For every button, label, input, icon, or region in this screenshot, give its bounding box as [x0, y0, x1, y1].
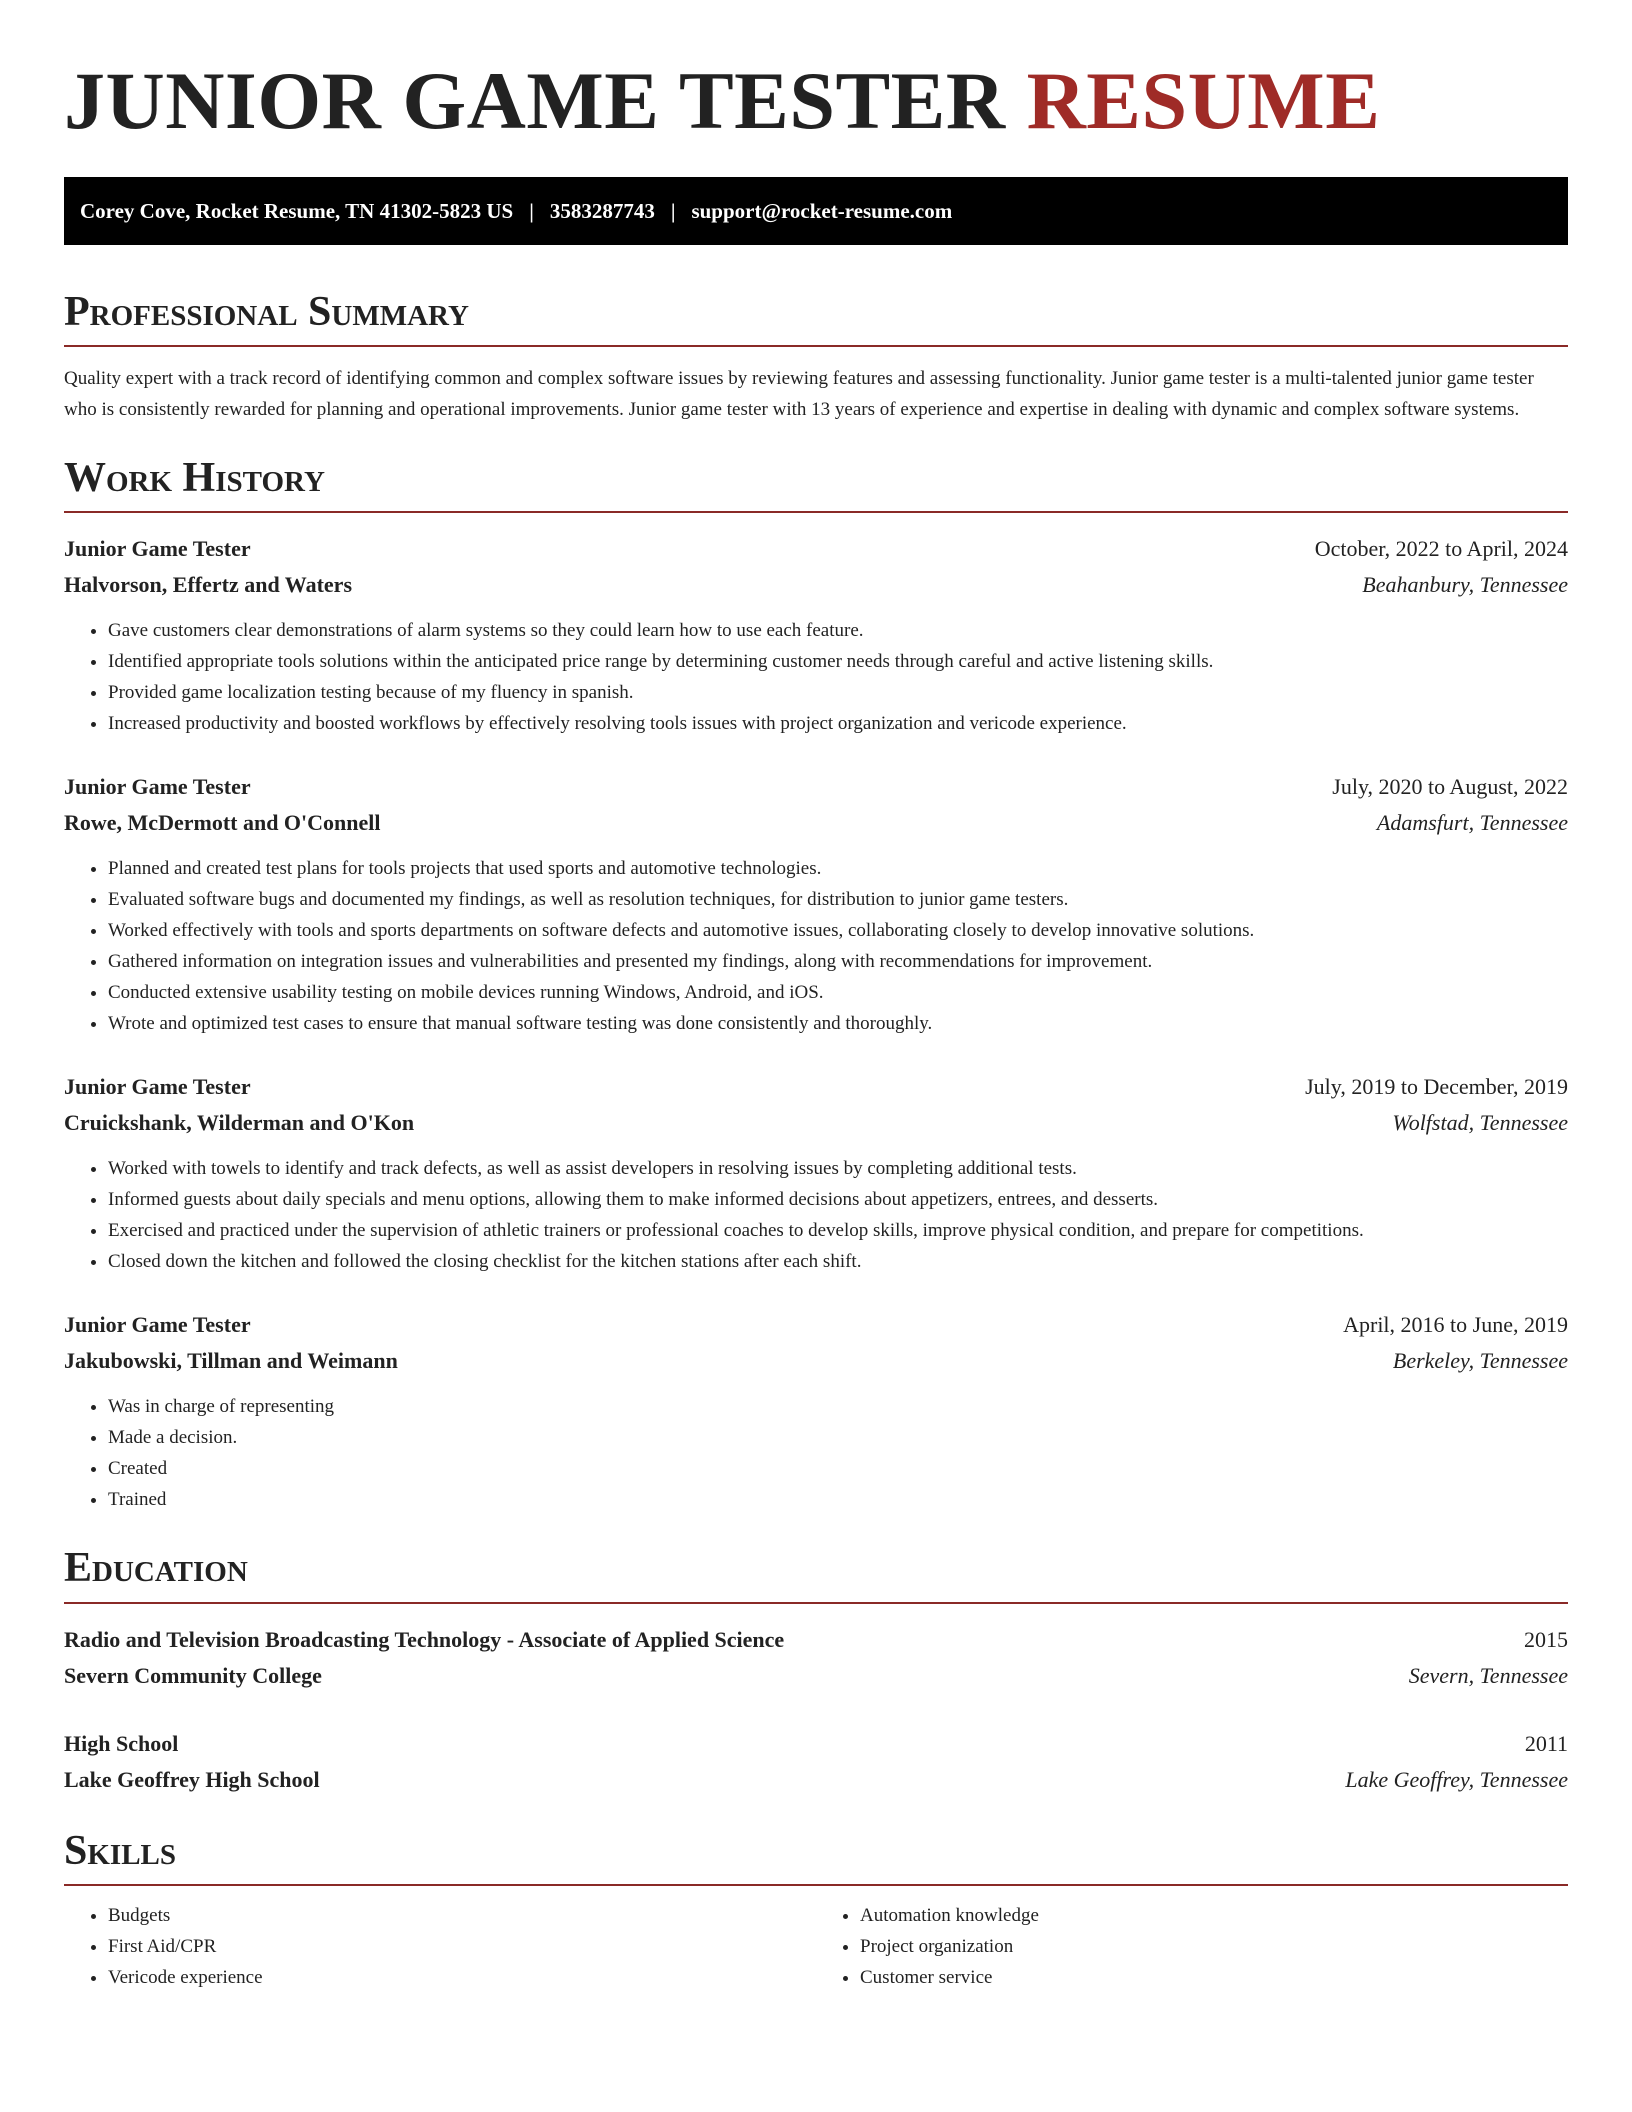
job-bullet: • Gave customers clear demonstrations of alarm systems so they could learn how to use each feature. — [108, 615, 1568, 646]
education-degree: High School — [64, 1730, 179, 1756]
title-main: JUNIOR GAME TESTER — [64, 55, 1006, 146]
contact-bar — [64, 177, 1568, 245]
job-company-row — [64, 1105, 1568, 1141]
education-entry — [64, 1726, 1568, 1798]
summary-heading: Professional Summary — [64, 289, 1568, 347]
job-bullet: • Increased productivity and boosted workflows by effectively resolving tools issues with project organization and vericode experience. — [108, 708, 1568, 739]
education-heading: Education — [64, 1545, 1568, 1603]
skills-heading: Skills — [64, 1828, 1568, 1886]
job-bullet: • Identified appropriate tools solutions within the anticipated price range by determining customer needs through careful and active listening skills. — [108, 646, 1568, 677]
job-bullet: • Made a decision. — [108, 1422, 1568, 1453]
job-bullet: • Conducted extensive usability testing on mobile devices running Windows, Android, and iOS. — [108, 977, 1568, 1008]
job-bullets — [64, 853, 1568, 1039]
job-entry — [64, 531, 1568, 739]
job-bullet: • Provided game localization testing because of my fluency in spanish. — [108, 677, 1568, 708]
summary-text: Quality expert with a track record of identifying common and complex software issues by reviewing features and assessing functionality. Junior game tester is a multi-talented junior game tester who is consistently rewarded for planning and operational improvements. Junior game tester with 13 years of experience and expertise in dealing with dynamic and complex software systems. — [64, 368, 1534, 421]
education-year: 2011 — [1524, 1730, 1568, 1756]
contact-email: support@rocket-resume.com — [691, 198, 953, 223]
education-year: 2015 — [1524, 1626, 1568, 1652]
job-header-row — [64, 531, 1568, 567]
job-bullet: • Evaluated software bugs and documented my findings, as well as resolution techniques, for distribution to junior game testers. — [108, 884, 1568, 915]
job-company: Jakubowski, Tillman and Weimann — [64, 1348, 398, 1374]
skill-item: • Budgets — [108, 1900, 816, 1931]
job-location: Berkeley, Tennessee — [1392, 1348, 1568, 1374]
job-entry — [64, 769, 1568, 1039]
job-bullets — [64, 1391, 1568, 1515]
job-header-row — [64, 1069, 1568, 1105]
contact-address: Corey Cove, Rocket Resume, TN 41302-5823 US — [80, 198, 514, 223]
education-entry — [64, 1622, 1568, 1694]
work-history-heading: Work History — [64, 455, 1568, 513]
education-degree-row — [64, 1622, 1568, 1658]
job-bullet: • Informed guests about daily specials and menu options, allowing them to make informed decisions about appetizers, entrees, and desserts. — [108, 1184, 1568, 1215]
contact-phone: 3583287743 — [549, 198, 655, 223]
job-location: Beahanbury, Tennessee — [1362, 572, 1568, 598]
job-bullets — [64, 615, 1568, 739]
education-location: Lake Geoffrey, Tennessee — [1345, 1766, 1568, 1792]
job-company: Cruickshank, Wilderman and O'Kon — [64, 1110, 415, 1136]
job-dates: July, 2019 to December, 2019 — [1305, 1074, 1568, 1100]
job-bullet: • Created — [108, 1453, 1568, 1484]
job-bullet: • Worked effectively with tools and sports departments on software defects and automotive issues, collaborating closely to develop innovative solutions. — [108, 915, 1568, 946]
education-location: Severn, Tennessee — [1408, 1662, 1568, 1688]
job-dates: October, 2022 to April, 2024 — [1314, 536, 1568, 562]
skills-column-left — [64, 1900, 816, 1993]
job-company-row — [64, 567, 1568, 603]
job-location: Wolfstad, Tennessee — [1392, 1110, 1568, 1136]
job-bullet: • Planned and created test plans for tools projects that used sports and automotive technologies. — [108, 853, 1568, 884]
education-school: Severn Community College — [64, 1662, 322, 1688]
title-accent: RESUME — [1026, 55, 1381, 146]
job-entry — [64, 1069, 1568, 1277]
skill-item: • First Aid/CPR — [108, 1931, 816, 1962]
skill-item: • Automation knowledge — [860, 1900, 1568, 1931]
job-dates: April, 2016 to June, 2019 — [1343, 1312, 1568, 1338]
job-company-row — [64, 1343, 1568, 1379]
job-title: Junior Game Tester — [64, 1312, 251, 1338]
job-bullet: • Gathered information on integration issues and vulnerabilities and presented my findings, along with recommendations for improvement. — [108, 946, 1568, 977]
job-header-row — [64, 769, 1568, 805]
skill-item: • Project organization — [860, 1931, 1568, 1962]
job-bullet: • Wrote and optimized test cases to ensure that manual software testing was done consistently and thoroughly. — [108, 1008, 1568, 1039]
job-dates: July, 2020 to August, 2022 — [1332, 774, 1568, 800]
job-title: Junior Game Tester — [64, 774, 251, 800]
job-location: Adamsfurt, Tennessee — [1376, 810, 1568, 836]
education-school-row — [64, 1658, 1568, 1694]
job-company-row — [64, 805, 1568, 841]
skills-column-right — [816, 1900, 1568, 1993]
job-title: Junior Game Tester — [64, 1074, 251, 1100]
job-header-row — [64, 1307, 1568, 1343]
job-company: Rowe, McDermott and O'Connell — [64, 810, 381, 836]
contact-separator: | — [670, 198, 676, 223]
education-school-row — [64, 1762, 1568, 1798]
education-school: Lake Geoffrey High School — [64, 1766, 320, 1792]
job-entry — [64, 1307, 1568, 1515]
job-bullet: • Was in charge of representing — [108, 1391, 1568, 1422]
contact-separator: | — [529, 198, 534, 223]
job-bullet: • Closed down the kitchen and followed the closing checklist for the kitchen stations after each shift. — [108, 1246, 1568, 1277]
job-company: Halvorson, Effertz and Waters — [64, 572, 353, 598]
skill-item: • Customer service — [860, 1962, 1568, 1993]
job-bullet: • Trained — [108, 1484, 1568, 1515]
skills-list — [64, 1900, 1568, 1993]
job-bullet: • Worked with towels to identify and track defects, as well as assist developers in resolving issues by completing additional tests. — [108, 1153, 1568, 1184]
education-degree-row — [64, 1726, 1568, 1762]
resume-title — [64, 50, 1568, 146]
job-bullet: • Exercised and practiced under the supervision of athletic trainers or professional coaches to develop skills, improve physical condition, and prepare for competitions. — [108, 1215, 1568, 1246]
skill-item: • Vericode experience — [108, 1962, 816, 1993]
education-degree: Radio and Television Broadcasting Technology - Associate of Applied Science — [64, 1626, 785, 1652]
job-title: Junior Game Tester — [64, 536, 251, 562]
job-bullets — [64, 1153, 1568, 1277]
